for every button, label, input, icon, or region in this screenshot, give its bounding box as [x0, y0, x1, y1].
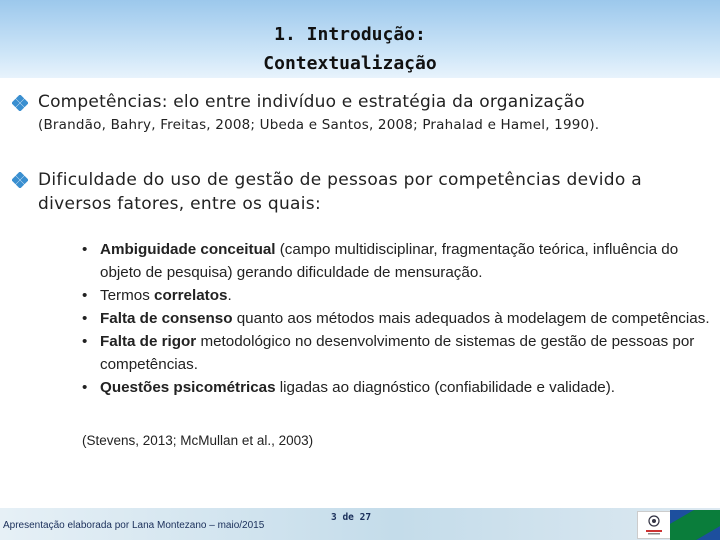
list-item: • Falta de rigor metodológico no desenvolvimento de sistemas de gestão de pessoas por competências. [82, 330, 714, 376]
institution-logo-icon [637, 511, 671, 539]
bullet-competencias-citation: (Brandão, Bahry, Freitas, 2008; Ubeda e Santos, 2008; Prahalad e Hamel, 1990). [38, 117, 600, 133]
slide-title-line2: Contextualização [263, 53, 437, 74]
footer-bar [0, 508, 720, 540]
diamond-bullet-icon [12, 95, 28, 111]
list-item: • Questões psicométricas ligadas ao diagnóstico (confiabilidade e validade). [82, 376, 714, 399]
list-item: • Ambiguidade conceitual (campo multidisciplinar, fragmentação teórica, influência do objeto de pesquisa) gerando dificuldade de mensuração. [82, 238, 714, 284]
title-banner [0, 0, 720, 78]
diamond-bullet-icon [12, 172, 28, 188]
bullet-dificuldade: Dificuldade do uso de gestão de pessoas por competências devido a diversos fatores, entre os quais: [38, 170, 642, 214]
page-number: 3 de 27 [331, 512, 372, 523]
factors-citation: (Stevens, 2013; McMullan et al., 2003) [82, 433, 314, 448]
slide-title-line1: 1. Introdução: [274, 24, 426, 45]
list-item: • Falta de consenso quanto aos métodos mais adequados à modelagem de competências. [82, 307, 714, 330]
list-item: • Termos correlatos. [82, 284, 714, 307]
unb-logo-icon [670, 510, 720, 540]
bullet-competencias: Competências: elo entre indivíduo e estratégia da organização [38, 92, 585, 112]
factors-list [82, 238, 714, 399]
footer-credit: Apresentação elaborada por Lana Montezano – maio/2015 [3, 520, 265, 531]
